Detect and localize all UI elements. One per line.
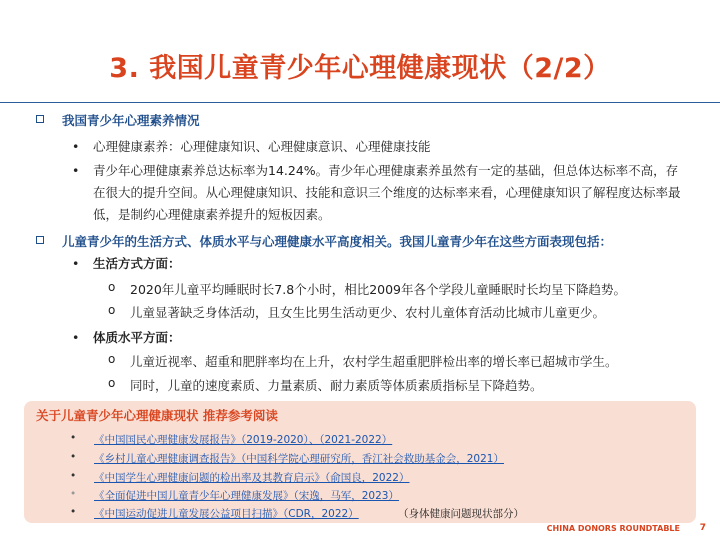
circle-bullet-icon: o — [108, 303, 116, 317]
title-divider — [0, 102, 720, 103]
square-bullet-icon — [36, 236, 44, 244]
page-number: 7 — [699, 523, 706, 533]
bullet-dot-icon: • — [70, 488, 77, 500]
bullet-dot-icon: • — [70, 506, 77, 518]
circle-bullet-icon: o — [108, 352, 116, 366]
reference-note: （身体健康问题现状部分） — [398, 508, 524, 520]
reference-link[interactable]: 《乡村儿童心理健康调查报告》（中国科学院心理研究所，香江社会救助基金会，2021） — [94, 453, 504, 465]
circle-bullet-icon: o — [108, 280, 116, 294]
square-bullet-icon — [36, 115, 44, 123]
reference-link[interactable]: 《全面促进中国儿童青少年心理健康发展》（宋逸，马军，2023） — [94, 490, 399, 502]
footer-org: CHINA DONORS ROUNDTABLE — [546, 524, 680, 533]
reference-link[interactable]: 《中国学生心理健康问题的检出率及其教育启示》（俞国良，2022） — [94, 472, 410, 484]
bullet-dot-icon: • — [72, 139, 80, 154]
bullet-dot-icon: • — [70, 470, 77, 482]
page-title: 3. 我国儿童青少年心理健康现状（2/2） — [109, 53, 611, 84]
reference-link[interactable]: 《中国运动促进儿童发展公益项目扫描》（CDR，2022） — [94, 508, 359, 520]
reference-heading: 关于儿童青少年心理健康现状 推荐参考阅读 — [36, 408, 278, 423]
reference-link[interactable]: 《中国国民心理健康发展报告》（2019-2020）、（2021-2022） — [94, 434, 393, 446]
bullet-dot-icon: • — [70, 432, 77, 444]
bullet-dot-icon: • — [72, 256, 80, 271]
bullet-dot-icon: • — [70, 451, 77, 463]
circle-bullet-icon: o — [108, 376, 116, 390]
bullet-dot-icon: • — [72, 330, 80, 345]
bullet-dot-icon: • — [72, 163, 80, 178]
